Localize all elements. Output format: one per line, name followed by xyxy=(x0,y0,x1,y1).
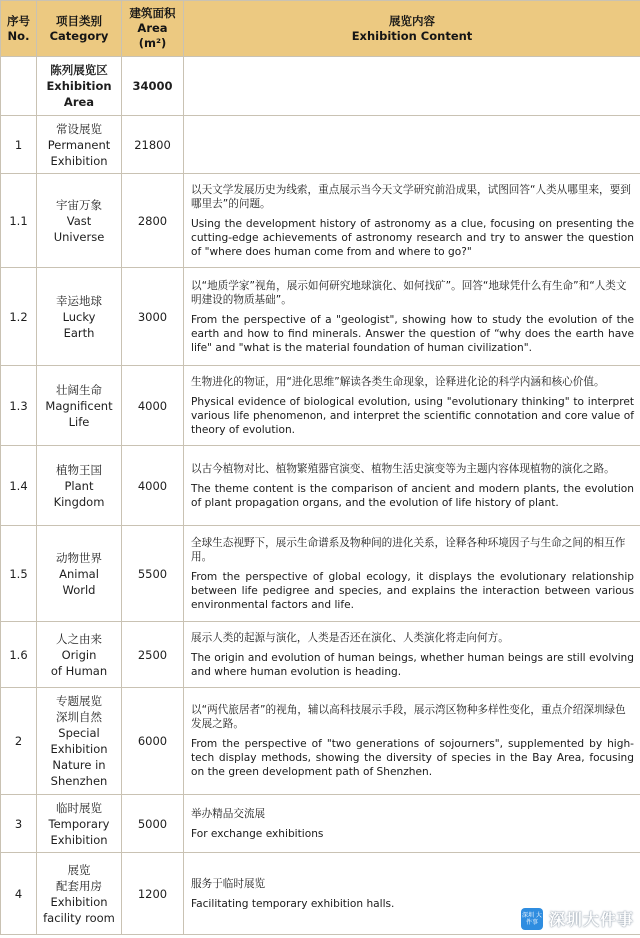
header-no-cn: 序号 xyxy=(7,13,30,28)
row-content xyxy=(184,366,640,446)
row-number: 4 xyxy=(1,853,37,935)
category-line: Special xyxy=(58,726,100,740)
header-no-en: No. xyxy=(7,28,30,43)
table-row xyxy=(1,57,640,116)
row-category xyxy=(37,174,122,268)
header-area xyxy=(122,1,184,57)
content-cn: 以“两代旅居者”的视角，辅以高科技展示手段，展示湾区物种多样性变化，重点介绍深圳绿色发展之路。 xyxy=(191,704,626,730)
row-area: 5500 xyxy=(122,526,184,622)
table-row xyxy=(1,526,640,622)
row-number: 2 xyxy=(1,688,37,795)
category-line: Plant xyxy=(64,478,94,493)
category-line: 展览 xyxy=(67,862,91,877)
category-line: Lucky xyxy=(62,309,96,324)
row-area: 21800 xyxy=(122,116,184,174)
header-area-en: Area xyxy=(137,21,168,35)
row-content xyxy=(184,174,640,268)
row-category xyxy=(37,268,122,366)
category-line: Earth xyxy=(63,325,95,340)
watermark-text: 深圳大件事 xyxy=(548,910,634,929)
category-line: 动物世界 xyxy=(56,550,102,565)
row-content xyxy=(184,622,640,688)
row-area: 4000 xyxy=(122,446,184,526)
category-line: Exhibition xyxy=(50,742,108,756)
row-area: 34000 xyxy=(122,57,184,116)
category-line: World xyxy=(62,582,96,597)
content-cn: 以古今植物对比、植物繁殖器官演变、植物生活史演变等为主题内容体现植物的演化之路。 xyxy=(191,462,615,475)
row-number: 1.4 xyxy=(1,446,37,526)
category-line: 壮阔生命 xyxy=(56,382,102,397)
category-line: Exhibition xyxy=(50,832,108,847)
content-cn: 展示人类的起源与演化，人类是否还在演化、人类演化将走向何方。 xyxy=(191,631,509,644)
header-content xyxy=(184,1,640,57)
row-area: 5000 xyxy=(122,795,184,853)
category-line: Kingdom xyxy=(53,494,105,509)
category-line: 临时展览 xyxy=(56,800,102,815)
category-line: Shenzhen xyxy=(50,774,108,788)
watermark xyxy=(521,907,634,930)
category-line: 常设展览 xyxy=(56,121,102,136)
row-number: 1.6 xyxy=(1,622,37,688)
category-line: Permanent xyxy=(47,137,111,152)
category-line: Temporary xyxy=(48,816,110,831)
content-en: Facilitating temporary exhibition halls. xyxy=(191,897,395,910)
row-content xyxy=(184,526,640,622)
header-category xyxy=(37,1,122,57)
content-en: Using the development history of astronomy as a clue, focusing on presenting the cutting-edge achievements of astronomy research and try to answer the question of "where does human come from and where to go?" xyxy=(191,217,634,258)
content-cn: 以天文学发展历史为线索，重点展示当今天文学研究前沿成果，试图回答“人类从哪里来，要到哪里去”的问题。 xyxy=(191,183,631,210)
row-content xyxy=(184,446,640,526)
content-cn: 以“地质学家”视角，展示如何研究地球演化、如何找矿”。回答“地球凭什么有生命”和“人类文明建设的物质基础”。 xyxy=(191,279,627,306)
category-line: facility room xyxy=(43,910,115,925)
category-line: 人之由来 xyxy=(56,631,102,646)
category-line: Origin xyxy=(61,647,97,662)
row-category xyxy=(37,57,122,116)
row-area: 4000 xyxy=(122,366,184,446)
row-area: 6000 xyxy=(122,688,184,795)
row-category xyxy=(37,622,122,688)
category-line: Universe xyxy=(53,229,105,244)
content-en: Physical evidence of biological evolution, using "evolutionary thinking" to interpret various life phenomenon, and interpret the scientific connotation and core value of theory of evolution. xyxy=(191,395,634,436)
content-en: From the perspective of "two generations of sojourners", supplemented by high-tech display methods, showing the diversity of species in the Bay Area, focusing on the green development path of Shenzhen. xyxy=(191,738,634,778)
row-area: 2800 xyxy=(122,174,184,268)
table-row xyxy=(1,622,640,688)
header-content-en: Exhibition Content xyxy=(351,28,473,43)
content-en: From the perspective of global ecology, it displays the evolutionary relationship between life pedigree and species, and explains the interaction between various environmental factors and life. xyxy=(191,570,634,611)
row-number: 1.1 xyxy=(1,174,37,268)
header-area-unit: (m²) xyxy=(138,36,167,50)
category-line: Animal xyxy=(59,566,99,581)
category-line: 配套用房 xyxy=(56,878,102,893)
content-cn: 服务于临时展览 xyxy=(191,877,266,890)
row-number: 1 xyxy=(1,116,37,174)
category-line: of Human xyxy=(50,663,108,678)
content-en: For exchange exhibitions xyxy=(191,827,324,840)
category-line: 宇宙万象 xyxy=(56,197,102,212)
table-row xyxy=(1,116,640,174)
header-category-cn: 项目类别 xyxy=(56,13,102,28)
row-number: 1.3 xyxy=(1,366,37,446)
category-line: 深圳自然 xyxy=(56,710,102,724)
row-number: 1.5 xyxy=(1,526,37,622)
row-content xyxy=(184,116,640,174)
table-row xyxy=(1,174,640,268)
row-category xyxy=(37,795,122,853)
header-content-cn: 展览内容 xyxy=(389,13,435,28)
content-en: From the perspective of a "geologist", showing how to study the evolution of the earth and how to find minerals. Answer the question of “why does the earth have life" and "what is the material foundation of human civilization". xyxy=(191,313,634,354)
row-category xyxy=(37,446,122,526)
category-line: 专题展览 xyxy=(56,694,102,708)
category-line: Magnificent xyxy=(45,398,113,413)
row-category xyxy=(37,688,122,795)
category-line: 幸运地球 xyxy=(56,293,102,308)
row-category xyxy=(37,526,122,622)
row-number: 3 xyxy=(1,795,37,853)
table-row xyxy=(1,268,640,366)
category-line: 陈列展览区 xyxy=(50,63,108,77)
category-line: Nature in xyxy=(52,758,106,772)
category-line: Exhibition xyxy=(50,894,108,909)
category-line: Exhibition xyxy=(50,153,108,168)
row-category xyxy=(37,853,122,935)
content-en: The origin and evolution of human beings, whether human beings are still evolving and where human evolution is heading. xyxy=(191,651,634,678)
row-category xyxy=(37,116,122,174)
row-content xyxy=(184,57,640,116)
category-line: Exhibition xyxy=(46,79,112,93)
table-row xyxy=(1,688,640,795)
header-category-en: Category xyxy=(49,28,109,43)
watermark-logo-icon: 深圳 大件事 xyxy=(521,908,543,930)
content-cn: 全球生态视野下，展示生命谱系及物种间的进化关系，诠释各种环境因子与生命之间的相互作用。 xyxy=(191,536,626,563)
row-content xyxy=(184,688,640,795)
category-line: Vast xyxy=(66,213,92,228)
row-content xyxy=(184,795,640,853)
header-no xyxy=(1,1,37,57)
row-category xyxy=(37,366,122,446)
header-area-cn: 建筑面积 xyxy=(129,6,176,20)
table-row xyxy=(1,366,640,446)
row-number xyxy=(1,57,37,116)
category-line: 植物王国 xyxy=(56,462,102,477)
row-area: 1200 xyxy=(122,853,184,935)
category-line: Life xyxy=(68,414,90,429)
table-row xyxy=(1,446,640,526)
category-line: Area xyxy=(63,95,95,109)
header-row xyxy=(1,1,640,57)
content-en: The theme content is the comparison of ancient and modern plants, the evolution of plant propagation organs, and the evolution of life history of plant. xyxy=(191,482,634,509)
content-cn: 生物进化的物证，用“进化思维”解读各类生命现象，诠释进化论的科学内涵和核心价值。 xyxy=(191,375,605,388)
row-area: 3000 xyxy=(122,268,184,366)
row-number: 1.2 xyxy=(1,268,37,366)
table-row xyxy=(1,795,640,853)
row-area: 2500 xyxy=(122,622,184,688)
row-content xyxy=(184,268,640,366)
content-cn: 举办精品交流展 xyxy=(191,807,266,820)
